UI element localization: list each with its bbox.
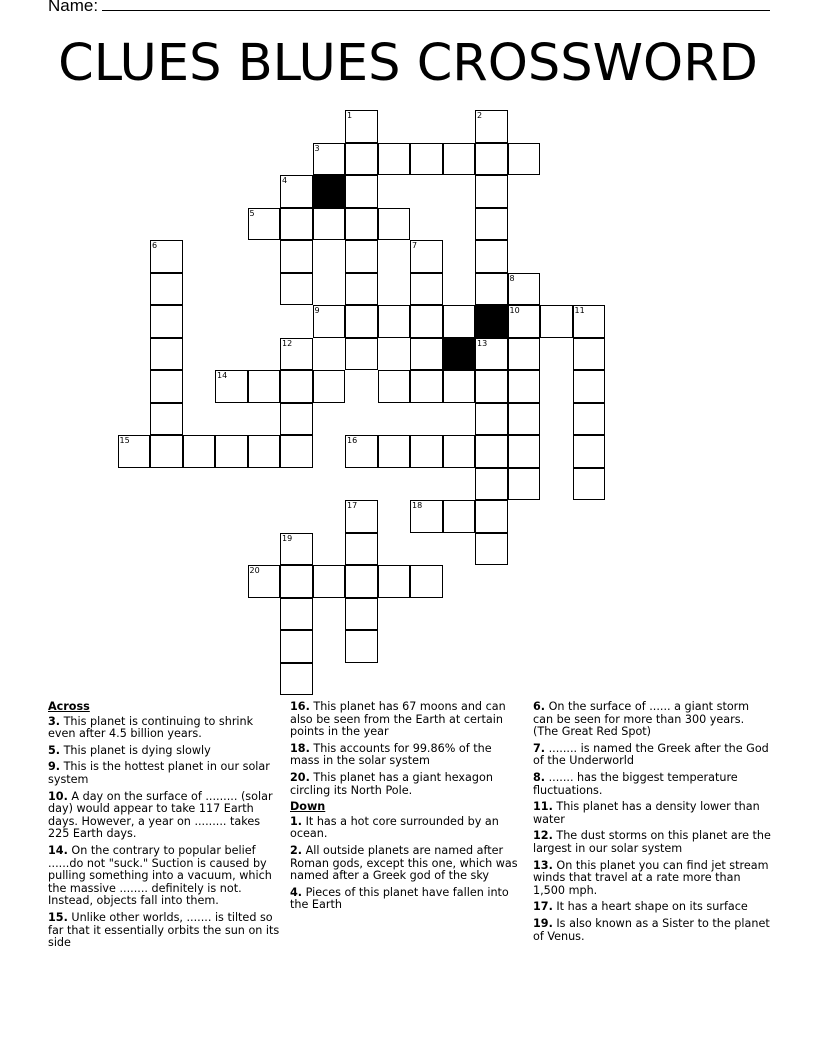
grid-cell[interactable]: [378, 565, 411, 598]
grid-cell[interactable]: [410, 305, 443, 338]
grid-cell[interactable]: [378, 435, 411, 468]
clue-item: [533, 830, 771, 855]
clue-text: A day on the surface of ......... (solar day) would appear to take 117 Earth days. However, a year on ......... takes 225 Earth days.: [48, 789, 273, 841]
grid-cell[interactable]: [345, 110, 378, 143]
clue-item: [533, 901, 771, 914]
grid-cell[interactable]: [150, 338, 183, 371]
clue-number: 7.: [533, 741, 546, 755]
clue-number: 19.: [533, 916, 553, 930]
grid-cell[interactable]: [345, 338, 378, 371]
clue-text: It has a heart shape on its surface: [552, 900, 748, 914]
clue-number: 3: [314, 143, 320, 153]
clue-text: On the surface of ...... a giant storm can be seen for more than 300 years. (The Great Red Spot): [533, 700, 749, 739]
grid-cell[interactable]: [248, 208, 281, 241]
clue-item: [533, 743, 771, 768]
grid-cell[interactable]: [475, 175, 508, 208]
grid-cell[interactable]: [345, 533, 378, 566]
clue-item: [48, 761, 284, 786]
grid-cell[interactable]: [345, 240, 378, 273]
clue-text: This planet has 67 moons and can also be seen from the Earth at certain points in the year: [290, 700, 506, 739]
clue-number: 15: [119, 436, 130, 445]
grid-cell[interactable]: [410, 338, 443, 371]
clues-column-2: [290, 701, 522, 916]
grid-cell[interactable]: [573, 305, 606, 338]
grid-cell[interactable]: [280, 175, 313, 208]
page-title: CLUES BLUES CROSSWORD: [58, 34, 758, 93]
grid-cell[interactable]: [280, 533, 313, 566]
clue-text: On this planet you can find jet stream winds that travel at a rate more than 1,500 mph.: [533, 858, 769, 897]
grid-cell[interactable]: [345, 143, 378, 176]
grid-cell[interactable]: [215, 370, 248, 403]
clue-number: 1.: [290, 814, 303, 828]
grid-cell[interactable]: [313, 565, 346, 598]
grid-cell[interactable]: [280, 338, 313, 371]
clue-text: ........ is named the Greek after the God of the Underworld: [533, 741, 769, 768]
grid-cell[interactable]: [540, 305, 573, 338]
grid-cell[interactable]: [345, 208, 378, 241]
grid-cell[interactable]: [280, 370, 313, 403]
grid-cell[interactable]: [410, 370, 443, 403]
clue-text: This planet has a density lower than water: [533, 800, 760, 826]
clue-item: [290, 701, 522, 739]
grid-cell[interactable]: [573, 435, 606, 468]
clue-text: This accounts for 99.86% of the mass in the solar system: [290, 741, 492, 768]
grid-cell[interactable]: [475, 435, 508, 468]
grid-cell[interactable]: [150, 273, 183, 306]
clue-number: 9: [314, 306, 320, 315]
clue-number: 14.: [48, 843, 68, 857]
clue-item: [290, 816, 522, 841]
grid-cell[interactable]: [280, 240, 313, 273]
grid-cell[interactable]: [475, 468, 508, 501]
grid-cell[interactable]: [215, 435, 248, 468]
clue-number: 15.: [48, 910, 68, 924]
clue-number: 18: [412, 501, 423, 510]
clue-item: [48, 845, 284, 908]
clue-item: [48, 912, 284, 950]
clues-column-1: [48, 701, 284, 954]
grid-cell[interactable]: [410, 240, 443, 273]
grid-cell[interactable]: [150, 435, 183, 468]
clue-item: [290, 887, 522, 912]
clue-number: 6.: [533, 700, 546, 713]
clue-text: ....... has the biggest temperature fluctuations.: [533, 770, 738, 797]
clue-item: [533, 860, 771, 898]
grid-cell[interactable]: [378, 208, 411, 241]
clue-number: 14: [217, 371, 228, 380]
grid-cell[interactable]: [475, 403, 508, 436]
clue-item: [290, 743, 522, 768]
grid-cell[interactable]: [280, 663, 313, 696]
grid-cell[interactable]: [378, 370, 411, 403]
grid-cell[interactable]: [443, 143, 476, 176]
grid-cell[interactable]: [280, 630, 313, 663]
grid-cell[interactable]: [345, 273, 378, 306]
clue-text: It has a hot core surrounded by an ocean.: [290, 814, 499, 841]
grid-cell[interactable]: [573, 370, 606, 403]
clue-number: 10: [509, 306, 520, 315]
grid-cell[interactable]: [280, 435, 313, 468]
grid-cell[interactable]: [410, 565, 443, 598]
grid-cell[interactable]: [508, 468, 541, 501]
grid-cell[interactable]: [280, 208, 313, 241]
grid-cell[interactable]: [345, 305, 378, 338]
clue-text: This planet is continuing to shrink even after 4.5 billion years.: [48, 714, 254, 741]
grid-cell[interactable]: [280, 598, 313, 631]
grid-cell[interactable]: [573, 468, 606, 501]
clue-number: 20: [249, 566, 260, 575]
grid-cell[interactable]: [475, 273, 508, 306]
clue-number: 8: [509, 273, 515, 283]
name-label: Name:: [48, 0, 99, 15]
clue-number: 17.: [533, 900, 553, 914]
across-heading: Across: [48, 700, 90, 713]
grid-cell[interactable]: [475, 208, 508, 241]
down-heading: Down: [290, 800, 326, 814]
grid-cell[interactable]: [150, 370, 183, 403]
grid-cell[interactable]: [183, 435, 216, 468]
grid-cell[interactable]: [345, 565, 378, 598]
grid-cell[interactable]: [345, 175, 378, 208]
clue-number: 2.: [290, 843, 303, 857]
clues-column-3: [533, 701, 771, 947]
grid-cell[interactable]: [475, 110, 508, 143]
grid-cell[interactable]: [443, 500, 476, 533]
clue-item: [533, 701, 771, 739]
clue-number: 8.: [533, 770, 546, 784]
grid-cell[interactable]: [313, 143, 346, 176]
clue-number: 11: [574, 306, 585, 315]
clue-item: [533, 801, 771, 826]
clue-text: This planet is dying slowly: [60, 743, 211, 757]
grid-cell[interactable]: [573, 403, 606, 436]
grid-cell[interactable]: [508, 338, 541, 371]
grid-cell[interactable]: [410, 500, 443, 533]
grid-cell[interactable]: [475, 143, 508, 176]
grid-cell[interactable]: [410, 273, 443, 306]
grid-cell[interactable]: [508, 403, 541, 436]
clue-number: 5: [249, 208, 255, 218]
grid-cell[interactable]: [508, 143, 541, 176]
clue-item: [533, 772, 771, 797]
grid-cell[interactable]: [475, 370, 508, 403]
clue-number: 4.: [290, 885, 303, 899]
grid-cell[interactable]: [248, 565, 281, 598]
clue-item: [290, 845, 522, 883]
grid-cell[interactable]: [345, 630, 378, 663]
clue-item: [290, 772, 522, 797]
clue-text: All outside planets are named after Roman gods, except this one, which was named after a Greek god of the sky: [290, 843, 518, 883]
grid-cell[interactable]: [475, 533, 508, 566]
clue-number: 1: [347, 111, 353, 120]
grid-cell[interactable]: [443, 370, 476, 403]
clue-number: 13: [477, 338, 488, 348]
grid-cell[interactable]: [150, 305, 183, 338]
grid-cell[interactable]: [475, 500, 508, 533]
grid-cell[interactable]: [280, 403, 313, 436]
grid-cell[interactable]: [313, 305, 346, 338]
grid-cell[interactable]: [508, 435, 541, 468]
grid-cell[interactable]: [248, 370, 281, 403]
clue-text: Pieces of this planet have fallen into the Earth: [290, 885, 509, 912]
clue-number: 20.: [290, 770, 310, 784]
grid-cell[interactable]: [410, 435, 443, 468]
grid-block-cell: [475, 305, 508, 338]
clue-number: 9.: [48, 760, 61, 774]
grid-cell[interactable]: [443, 435, 476, 468]
clue-number: 12: [282, 338, 293, 348]
grid-cell[interactable]: [313, 370, 346, 403]
clue-text: This planet has a giant hexagon circling its North Pole.: [290, 770, 493, 797]
clue-number: 6: [152, 241, 158, 250]
grid-block-cell: [313, 175, 346, 208]
clue-number: 16.: [290, 700, 310, 713]
clue-number: 19: [282, 533, 293, 543]
grid-cell[interactable]: [410, 143, 443, 176]
clue-text: The dust storms on this planet are the largest in our solar system: [533, 829, 771, 855]
grid-cell[interactable]: [508, 273, 541, 306]
clue-text: Is also known as a Sister to the planet of Venus.: [533, 916, 770, 943]
grid-cell[interactable]: [345, 598, 378, 631]
grid-cell[interactable]: [378, 143, 411, 176]
clue-number: 18.: [290, 741, 310, 755]
clue-text: Unlike other worlds, ....... is tilted so far that it essentially orbits the sun on its side: [48, 910, 280, 950]
grid-cell[interactable]: [345, 500, 378, 533]
clue-number: 5.: [48, 743, 61, 757]
clue-item: [48, 745, 284, 758]
grid-cell[interactable]: [280, 273, 313, 306]
grid-cell[interactable]: [345, 435, 378, 468]
grid-cell[interactable]: [443, 305, 476, 338]
grid-cell[interactable]: [280, 565, 313, 598]
grid-block-cell: [443, 338, 476, 371]
grid-cell[interactable]: [508, 370, 541, 403]
clue-number: 16: [347, 436, 358, 445]
grid-cell[interactable]: [150, 403, 183, 436]
grid-cell[interactable]: [248, 435, 281, 468]
clue-number: 17: [347, 501, 358, 510]
grid-cell[interactable]: [313, 208, 346, 241]
clue-number: 2: [477, 111, 483, 120]
clue-number: 4: [282, 176, 288, 185]
grid-cell[interactable]: [150, 240, 183, 273]
grid-cell[interactable]: [378, 305, 411, 338]
clue-number: 7: [412, 241, 418, 250]
grid-cell[interactable]: [475, 338, 508, 371]
clue-number: 11.: [533, 800, 553, 814]
grid-cell[interactable]: [475, 240, 508, 273]
grid-cell[interactable]: [508, 305, 541, 338]
clue-text: This is the hottest planet in our solar system: [48, 760, 270, 786]
clue-number: 13.: [533, 858, 553, 872]
clue-item: [48, 791, 284, 841]
clue-number: 3.: [48, 714, 61, 728]
clue-item: [533, 918, 771, 943]
grid-cell[interactable]: [118, 435, 151, 468]
clue-text: On the contrary to popular belief ......do not "suck." Suction is caused by pulling something into a vacuum, which the massive ........ definitely is not. Instead, objects fall into them.: [48, 843, 272, 908]
clue-item: [48, 716, 284, 741]
clue-number: 10.: [48, 789, 68, 803]
clue-number: 12.: [533, 829, 553, 843]
grid-cell[interactable]: [573, 338, 606, 371]
